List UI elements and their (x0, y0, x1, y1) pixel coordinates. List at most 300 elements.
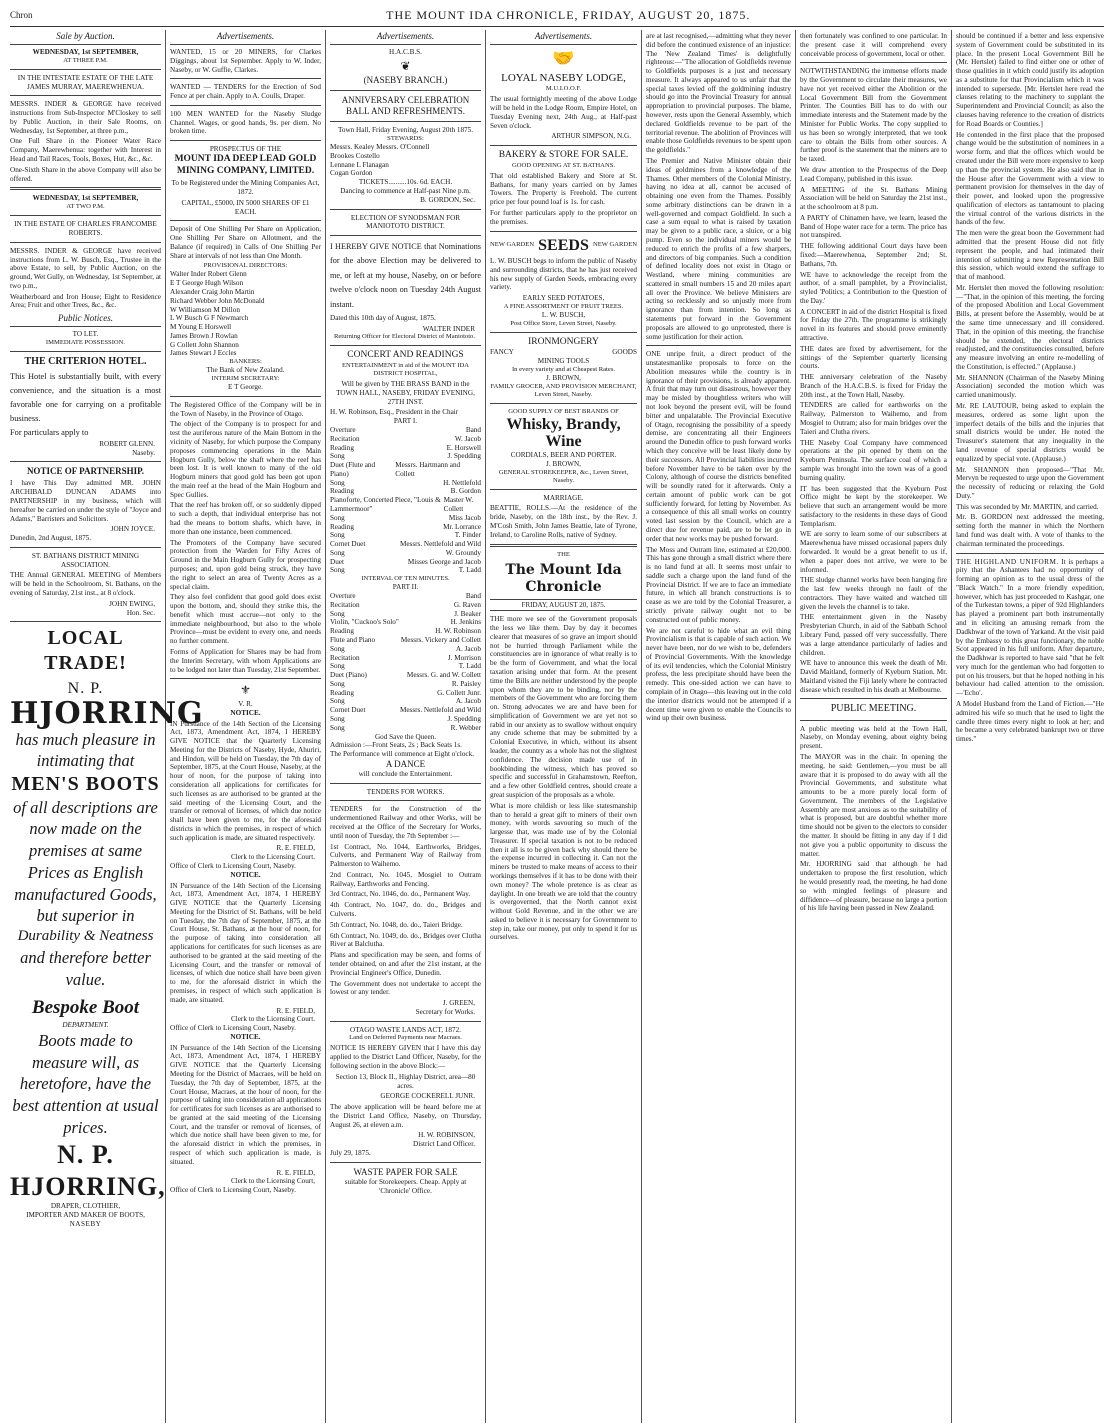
ad-text: and therefore better value. (20, 947, 151, 989)
news-text: THE entertainment given in the Naseby Presbyterian Church, in aid of the Sabbath School Library Fund, passed off very successfully. There was a large attendance particularly of ladies and children. (800, 613, 947, 657)
section-header: Advertisements. (330, 30, 481, 45)
highland-uniform-title: THE HIGHLAND UNIFORM. (956, 557, 1059, 566)
programme-item (330, 514, 481, 523)
programme-piece: Overture (330, 425, 356, 434)
ad-text: of all descriptions are now made on the premises at same Prices as English manufactured Goods, but superior in (13, 797, 158, 926)
programme-list (330, 426, 481, 575)
company-name: MOUNT IDA DEEP LEAD GOLD MINING COMPANY, LIMITED. (174, 154, 317, 176)
company-forms: Forms of Application for Shares may be had from the Interim Secretary, with whom Applications are to be lodged not later than Tuesday, 21st September. (170, 647, 321, 674)
ad-text: has much pleasure in intimating that (15, 729, 156, 771)
programme-piece: Song (330, 609, 345, 618)
contract-item: 1st Contract, No. 1044, Earthworks, Bridges, Culverts, and Permanent Way of Railway from Palmerston to Waihemo. (330, 842, 481, 869)
partnership-signature: JOHN JOYCE. (110, 525, 155, 534)
department-label: DEPARTMENT. (62, 1021, 109, 1030)
cordials-label: CORDIALS, BEER AND PORTER. (510, 451, 617, 460)
programme-performer: Messrs. Nettlefold and Wild (399, 540, 481, 549)
interval-label: INTERVAL OF TEN MINUTES. (361, 575, 450, 583)
bakery-title: BAKERY & STORE FOR SALE. (498, 150, 629, 161)
programme-performer: J. Beaker (454, 609, 481, 618)
potatoes-label: EARLY SEED POTATOES, (522, 294, 605, 303)
mens-boots-heading: MEN'S BOOTS (11, 773, 160, 796)
programme-piece: Pianoforte, Concerted Piece, "Louis & Lammermoor" (330, 496, 441, 514)
programme-item (330, 715, 481, 724)
steward-row: Lennane L Flanagan (330, 160, 389, 169)
programme-item (330, 435, 481, 444)
sale-estate: IN THE INTESTATE ESTATE OF THE LATE JAMES MURRAY, MAEREWHENUA. (17, 73, 154, 91)
programme-piece: Song (330, 452, 345, 461)
seeds-body: L. W. BUSCH begs to inform the public of Naseby and surrounding districts, that he has just received his new supply of Garden Seeds, embracing every variety. (490, 257, 637, 292)
event-secretary: B. GORDON, Sec. (420, 195, 475, 204)
waste-paper-body: suitable for Storekeepers. Cheap. Apply at 'Chronicle' Office. (344, 1177, 467, 1195)
programme-performer: J. Morrison (447, 653, 481, 662)
news-text: WE are sorry to learn some of our subscribers at Maerewhenua have missed occasional papers duly forwarded. It would be a great benefit to us if, when a paper does not arrive, we were to be informed. (800, 530, 947, 574)
directors-list (170, 270, 321, 358)
ironmongery-heading: IRONMONGERY (528, 336, 599, 347)
hotel-place: Naseby. (132, 448, 155, 457)
programme-performer: B. Gordon (450, 487, 481, 496)
spirits-heading: Whisky, Brandy, Wine (506, 415, 621, 451)
programme-piece: Duet (330, 557, 344, 566)
programme-piece: Song (330, 679, 345, 688)
notice-signature: R. E. FIELD, (276, 844, 315, 853)
waste-lands-date: July 29, 1875. (330, 1149, 371, 1158)
company-object: That the reef has broken off, or so suddenly dipped to such a depth, that individual enterprise has not had the means to bottom shafts, which have, in more than one instance, been commenced. (170, 501, 321, 536)
meeting-text: The men were the great boon the Government had admitted that the present House did not fitly represent the people, and had intimated their intention of submitting a new Representation Bill this session, which would extend the suffrage to that of manhood. (956, 229, 1104, 282)
partnership-body: I have This Day admitted MR. JOHN ARCHIBALD DUNCAN ADAMS into PARTNERSHIP in my business, which will hereafter be carried on under the style of "Joyce and Adams," Barristers and Solicitors. (10, 479, 161, 523)
programme-piece: Reading (330, 688, 354, 697)
programme-performer: Miss Jacob (448, 513, 481, 522)
programme-piece: Song (330, 697, 345, 706)
news-text: THE dates are fixed by advertisement, for the sittings of the September quarterly licensing courts. (800, 344, 947, 371)
steward-row: Cogan Gordon (330, 169, 373, 178)
company-object: The object of the Company is to prospect for and test the auriferous nature of the Main Bottom in the vicinity of Naseby, for which purpose the Company proposes commencing operations in the Main Hogburn Gully, below the shaft where the reef has been lost. It is well known to many of the old Hogburn miners that good gold has been got upon the main reef at the head of the Main Hogburn and Spec Gullies. (170, 420, 321, 499)
meeting-text: The MAYOR was in the chair. In opening the meeting, he said: Gentlemen,—you must be all aware that it is proposed to do away with all the Provincial Governments, and substitute what amounts to be a more purely local form of Government. The members of the Legislative Assembly are most anxious as to the suitability of what is proposed, but are doubtful whether more time should not be given to the electors to consider the matter. It should be fitting in any day if I did not give you a public opportunity to discuss the matter. (800, 753, 947, 858)
editorial-text: We are not careful to hide what an evil thing Provincialism is that is capable of such action. We never have been, nor do we wish to be, defenders of Provincial Governments. With the knowledge of its evil tendencies, which the Colonial Ministry profess, the less precipitate should have been the remedy. This one-sided action we can have to complain of in Otago—this leaving out in the cold the interior districts would not be attempted if a decent time were given to enable the Councils to wind up their own business. (646, 626, 791, 723)
notice-role: Clerk to the Licensing Court, (230, 1177, 315, 1186)
programme-piece: Cornet Duet (330, 706, 366, 715)
trees-label: A FINE ASSORTMENT OF FRUIT TREES. (503, 302, 624, 310)
advertiser-name: HJORRING (10, 695, 204, 731)
programme-item (330, 689, 481, 698)
programme-item (330, 549, 481, 558)
programme-piece: Reading (330, 443, 354, 452)
programme-piece: Song (330, 548, 345, 557)
hotel-contact: For particulars apply to (10, 427, 89, 437)
programme-item (330, 610, 481, 619)
crest-letters: V. R. (238, 699, 253, 708)
seeds-address: Post Office Store, Leven Street, Naseby. (510, 319, 617, 327)
meeting-text: should be continued if a better and less expensive system of Government could be substituted in its place. In the present Local Government Bill he (Mr. Hertslet) failed to find either one or other of those qualities in it which could justify its adoption as a substitute for that Provincialism which it was intended to supersede. [Mr. Hertslet here read the clauses relating to the machinery to supplant the Superintendent and Provincial Council; as also the clauses having reference to the creation of districts for Road Boards or Counties.] (956, 32, 1104, 128)
programme-piece: Song (330, 715, 345, 724)
meeting-text: Mr. SHANNON (Chairman of the Naseby Mining Association) seconded the motion which was carried unanimously. (956, 373, 1104, 400)
editorial-text: THE more we see of the Government proposals the less we like them. Day by day it becomes clearer that measures of so grave an import should not be hurried through Parliament while the constituencies are in ignorance of what really is to be the form of Government, and what the local taxation arising under that form. At the present time the Bills are neither understood by the people upon whom they are to be binding, nor by the members of the Government who are forcing them on. Strong advocates we are and have been for simplification of Government we are yet not so rabid in our anxiety as to swallow without enquiry any crude scheme that may be submitted by a Colonial Executive, in which, without its absent leader, the country as a whole has not the slightest confidence. The decision made use of in bookbinding the witness, which has proved so specific and successful in Grahamstown, Reefton, and a few other Goldfield centres, should create a great suspicion of the proposals as a whole. (490, 615, 637, 799)
programme-piece: Song (330, 531, 345, 540)
notice-body: IN Pursuance of the 14th Section of the Licensing Act, 1873, Amendment Act, 1874, I HEREBY GIVE NOTICE that the Quarterly Licensing Meeting for the District of Macraes, will be held on Tuesday, the 7th day of September, 1875, at the Court House, Macraes, at the hour of noon, for the purpose of taking into consideration all applications for certificates for such licenses as are authorised to be granted at the said meeting of the Licensing Court, and the transfer or removal of licenses, of which due notice shall have been given to me, for the aforesaid district in which the premises, in respect of which such application is made, is situated. (170, 1043, 321, 1166)
waste-lands-section: Section 13, Block II., Highlay District, area—80 acres. (335, 1072, 476, 1090)
news-text: NOTWITHSTANDING the immense efforts made by the Government to circulate their measures, we have not yet received either the Abolition or the Local Government Bill from the Government Printer. The Counties Bill has to do with our immediate interests and the Statement made by the Minister for Public Works. The copy supplied to us has been so wrongly interpreted, that we took care to obtain the Bills from other sources. A further proof is the statement that the miners are to be taxed. (800, 67, 947, 164)
notice-title: NOTICE. (230, 1032, 261, 1041)
dancing-time: Dancing to commence at Half-past Nine p.m. (340, 187, 471, 195)
programme-performer: A. Jacob (455, 644, 481, 653)
hotel-title: THE CRITERION HOTEL. (24, 356, 147, 367)
programme-part: PART I. (393, 417, 418, 426)
programme-item (330, 496, 481, 514)
steward-row: Brookes Costello (330, 151, 380, 160)
programme-piece: Reading (330, 487, 354, 496)
company-registered: To be Registered under the Mining Companies Act, 1872. (171, 179, 320, 196)
ornament-icon: ❦ (400, 58, 411, 73)
seeds-heading: SEEDS (538, 236, 589, 254)
contracts-list (330, 843, 481, 950)
programme-performer: R. Webber (450, 723, 481, 732)
waste-paper-title: WASTE PAPER FOR SALE (353, 1166, 458, 1177)
grocer-role: FAMILY GROCER, AND PROVISION MERCHANT, Leven Street, Naseby. (490, 382, 637, 398)
hotel-proprietor: ROBERT GLENN. (99, 439, 155, 448)
concert-title: CONCERT AND READINGS (347, 350, 464, 361)
waste-lands-hearing: The above application will be heard before me at the District Land Office, Naseby, on Thursday, August 26, at eleven a.m. (330, 1103, 481, 1129)
local-trade-heading: LOCAL TRADE! (44, 627, 127, 674)
durability-heading: Durability & Neatness (17, 928, 154, 945)
waste-lands-title: OTAGO WASTE LANDS ACT, 1872. (350, 1025, 461, 1034)
secretary-title: INTERIM SECRETARY: (211, 375, 280, 383)
event-venue: Town Hall, Friday Evening, August 20th 1875. (337, 126, 474, 135)
column-7 (952, 30, 1108, 1423)
notice-role: Clerk to the Licensing Court. (230, 853, 315, 862)
programme-piece: Reading (330, 627, 354, 636)
programme-performer: H. Jenkins (450, 618, 481, 627)
partnership-date: Dunedin, 2nd August, 1875. (10, 534, 92, 543)
programme-performer: Messrs. Hartmann and Collett (395, 461, 461, 478)
sale-estate: IN THE ESTATE OF CHARLES FRANCOMBE ROBERTS. (14, 220, 157, 237)
news-text: We draw attention to the Prospectus of the Deep Lead Company, published in this issue. (800, 165, 947, 183)
meeting-text: Mr. B. GORDON next addressed the meeting, setting forth the manner in which the Northern land fund was dealt with. A vote of thanks to the chairman terminated the proceedings. (956, 513, 1104, 548)
programme-performer: T. Ladd (458, 662, 481, 671)
programme-item (330, 645, 481, 654)
director-row: James Stewart J Eccles (170, 349, 237, 358)
contract-item: 3rd Contract, No. 1046, do. do., Permanent Way. (330, 890, 471, 899)
storekeeper-role: GENERAL STOREKEEPER, &c., Leven Street, Naseby. (498, 468, 629, 484)
director-row: James Brown J Rowlan (170, 331, 238, 340)
election-role: Returning Officer for Electoral District of Maniototo. (333, 333, 475, 341)
mining-tools-label: MINING TOOLS (537, 357, 590, 366)
news-text: A MEETING of the St. Bathans Mining Association will be held on Saturday the 21st inst., at the schoolroom at 8 p.m. (800, 185, 947, 212)
association-role: Hon. Sec. (126, 608, 155, 617)
partnership-title: NOTICE OF PARTNERSHIP. (26, 466, 145, 477)
programme-piece: Song (330, 478, 345, 487)
programme-item (330, 654, 481, 663)
ticket-price: TICKETS..........10s. 6d. EACH. (358, 178, 453, 187)
programme-piece: Song (330, 662, 345, 671)
company-confidence: They also feel confident that good gold does exist upon the bottom, and, should they strike this, the benefit which must accrue—not only to the immediate neighbourhood, but also to the whole Province—must be evident to every one, and needs no further comment. (170, 593, 321, 646)
tenders-body: TENDERS for the Construction of the undermentioned Railway and other Works, will be received at the Office of the Secretary for Works, until noon of Tuesday, the 7th September :— (330, 805, 481, 840)
news-text: THE Naseby Coal Company have commenced operations at the pit opened by them on the Kyeburn Peninsula. The surface coal of which a sample was brought into the town was of a good burning quality. (800, 438, 947, 482)
programme-item (330, 706, 481, 715)
meeting-text: Mr. HJORRING said that although he had undertaken to propose the first resolution, which he would presently read, the meeting, he had done so with mingled feelings of pleasure and diffidence—of pleasure, because no large a portion of his life having been passed in New Zealand. (800, 860, 947, 913)
public-meeting-title: PUBLIC MEETING. (830, 703, 917, 715)
sale-body: MESSRS. INDER & GEORGE have received instructions from Sub-Inspector M'Closkey to sell by Public Auction, in their Sale Rooms, on Wednesday, 1st September, at three p.m., (10, 100, 161, 135)
stewards-title: STEWARDS: (387, 135, 424, 143)
sale-item: Weatherboard and Iron House; Eight to Residence Area; Fruit and other Trees, &c., &c. (10, 292, 161, 310)
notice-office: Office of Clerk to Licensing Court, Naseby. (170, 862, 296, 870)
meeting-text: This was seconded by Mr. MARTIN, and carried. (956, 502, 1099, 511)
programme-performer: Band (465, 592, 481, 601)
director-row: G Collett John Shannon (170, 340, 239, 349)
bankers: The Bank of New Zealand. (206, 366, 285, 375)
director-row: M Young E Horswell (170, 323, 232, 332)
notice-role: Clerk to the Licensing Court. (230, 1015, 315, 1024)
prospectus-label: PROSPECTUS OF THE (209, 145, 282, 154)
registered-office: The Registered Office of the Company will be in the Town of Naseby, in the Province of Otago. (170, 400, 321, 418)
bakery-subtitle: GOOD OPENING AT ST. BATHANS. (511, 161, 616, 169)
director-row: L W Busch G F Newmarch (170, 314, 249, 323)
page-title: THE MOUNT IDA CHRONICLE, FRIDAY, AUGUST 20, 1875. (386, 7, 751, 22)
company-promoters: The Promoters of the Company have secured protection from the Warden for Fifty Acres of Ground in the Main Hogburn Gully for prospecting purposes; and, upon gold being struck, they have the right to select an area of Twenty Acres as a special claim. (170, 538, 321, 591)
programme-list (330, 592, 481, 733)
ad-tenders: WANTED — TENDERS for the Erection of Sod Fence at per chain. Apply to A. Coulls, Draper. (170, 83, 321, 101)
sale-time: AT THREE P.M. (63, 56, 108, 64)
directors-title: PROVISIONAL DIRECTORS: (203, 262, 288, 270)
lodge-title: LOYAL NASEBY LODGE, (501, 71, 626, 84)
handshake-icon: 🤝 (552, 47, 575, 68)
news-text: THE following additional Court days have been fixed:—Maerewhenua, September 2nd; St. Bathans, 7th. (800, 242, 947, 268)
association-signature: JOHN EWING, (109, 599, 155, 608)
programme-performer: Messrs. Nettlefold and Wild (399, 706, 481, 715)
dance-subtitle: will conclude the Entertainment. (358, 769, 453, 778)
ad-hundred-men: 100 MEN WANTED for the Naseby Sludge Channel. Wages, or good hands, 9s. per diem. No broken time. (170, 109, 321, 136)
notice-heading: TO LET. (72, 330, 99, 339)
section-header: Public Notices. (10, 312, 161, 327)
programme-item (330, 592, 481, 601)
ad-text: Boots made to measure will, as heretofore, have the best attention at usual prices. (12, 1030, 159, 1138)
programme-item (330, 540, 481, 549)
section-header: Advertisements. (170, 30, 321, 45)
highland-uniform-item (956, 558, 1104, 699)
programme-performer: E. Horswell (446, 443, 481, 452)
newspaper-masthead: The Mount Ida Chronicle (505, 561, 622, 595)
waste-lands-subtitle: Land on Deferred Payments near Macraes. (349, 1034, 462, 1042)
waste-lands-officer: H. W. ROBINSON, (418, 1131, 475, 1140)
seeds-signature: L. W. BUSCH, (541, 311, 586, 320)
hotel-body: This Hotel is substantially built, with every convenience, and the situation is a most favorable one for carrying on a profitable business. (10, 372, 161, 423)
programme-piece: Song (330, 513, 345, 522)
concert-president: H. W. Robinson, Esq., President in the Chair (330, 408, 459, 417)
programme-piece: Violin, "Cuckoo's Solo" (330, 618, 399, 627)
column-3 (326, 30, 486, 1423)
programme-piece: Song (330, 566, 345, 575)
tenders-plans: Plans and specification may be seen, and forms of tender obtained, on and after the 21st instant, at the Provincial Engineer's Office, Dunedin. (330, 951, 481, 977)
grocer-name: J. BROWN, (546, 374, 581, 382)
advertiser-signature: N. P. HJORRING, (10, 1139, 166, 1201)
tenders-disclaimer: The Government does not undertake to accept the lowest or any tender. (330, 979, 481, 997)
tenders-role: Secretary for Works. (415, 1007, 475, 1016)
notice-body: IN Pursuance of the 14th Section of the Licensing Act, 1873, Amendment Act, 1874, I HEREBY GIVE NOTICE that the Quarterly Licensing Meeting for the Districts of Naseby, Hyde, Ahuriri, and Hindon, will be held on Tuesday, the 7th day of September, 1875, at the Court House, Naseby, at the hour of noon, for the purpose of taking into consideration all applications for certificates for such licenses as are authorised to be granted at the said meeting of the Licensing Court, and the transfer or removal of licenses, of which due notice shall have been given to me, for the aforesaid districts in which the premises, in respect of which such application is made, are situated respectively. (170, 719, 321, 842)
programme-performer: Band (465, 425, 481, 434)
director-row: W Williamson M Dillon (170, 305, 240, 314)
sale-item: One-Sixth Share in the above Company will also be offered. (10, 165, 161, 183)
sale-date: WEDNESDAY, 1st SEPTEMBER, (32, 194, 139, 203)
lodge-signature: ARTHUR SIMPSON, N.G. (551, 132, 631, 141)
notice-title: NOTICE. (230, 708, 261, 717)
contract-item: 4th Contract, No. 1047, do. do., Bridges and Culverts. (330, 901, 481, 919)
society-name: H.A.C.B.S. (389, 47, 422, 56)
programme-performer: T. Ladd (458, 566, 481, 575)
notice-title: NOTICE. (230, 870, 261, 879)
programme-item (330, 724, 481, 733)
steward-row: Messrs. Kealey Messrs. O'Connell (330, 143, 430, 152)
editorial-text: are at last recognised,—admitting what they never did before the continued existence of an injustice: The 'New Zealand Times' is delightfully righteous:—"The allocation of Goldfields revenue to Goldfields purposes is a just and necessary measure. It always appeared to us unfair that the special taxes levied off the goldmining industry should go into the Provincial Treasury for annual appropriation to provincial purposes. The blame, however, rests upon the General Assembly, which declared Goldfields revenue to be part of the territorial revenue. The abolition of Provinces will enable those Goldfields revenues to be spent upon the goldfields." (646, 32, 791, 155)
dance-title: A DANCE (385, 758, 426, 769)
meeting-text: Mr. Hertslet then moved the following resolution:—"That, in the opinion of this meeting, the forcing of the proposed Abolition and Local Government Bills, at present before the Assembly, would be at the same time unnecessary and ill considered. That, in the opinion of this meeting, the franchise should be extended, the electoral districts readjusted, and the constituencies consulted, before any measure involving an entire re-modelling of the Constitution, is effected." (Applause.) (956, 283, 1104, 371)
contract-item: 5th Contract, No. 1048, do. do., Taieri Bridge. (330, 920, 463, 929)
meeting-text: Mr. SHANNON then proposed—"That Mr. Mervyn be requested to urge upon the Government the necessity of reducing or relaxing the Gold Duty." (956, 465, 1104, 500)
director-row: E T George Hugh Wilson (170, 279, 244, 288)
bakery-body: That old established Bakery and Store at St. Bathans, for many years carried on by James Towers. The Property is Freehold. The current price per four pound loaf is 1s. for cash. (490, 171, 637, 207)
lodge-body: The usual fortnightly meeting of the above Lodge will be held in the Lodge Room, Empire Hotel, on Tuesday Evening next, 24th Aug., at Half-past Seven o'clock. (490, 95, 637, 130)
seeds-label-left: NEW GARDEN (490, 241, 535, 249)
programme-item (330, 523, 481, 532)
programme-item (330, 662, 481, 671)
editorial-text: ONE unripe fruit, a direct product of the unstatesmanlike proposals to force on the Abolition measures while the country is in ignorance of their provisions, is already apparent. A fruit that may turn out disastrous, however they may be misled by thoughtless writers who will not look beyond the present evil, will be found bitter and unpalatable. The Provincial Executive of Otago, recognising the possibility of a speedy demise, are concentrating all their Engineers around the Dunedin office to push forward works which they conceive will be least likely done by their successors. All Provincial liabilities incurred before November have to be taken over by the Colony, although of course the districts benefited will be soundly rated for it afterwards. Only a certain amount of public work can be got sufficiently forward, for letting by November. As a consequence of this all small works on country voted last session by the Council, which are a direct due for revenue paid, are to be let go in order that new works may be pushed forward. (646, 350, 791, 543)
programme-performer: Messrs. Vickery and Collett (400, 635, 481, 644)
waste-lands-signature: GEORGE COCKERELL JUNR. (380, 1092, 475, 1101)
storekeeper-name: J. BROWN, (546, 459, 581, 468)
contract-item: 6th Contract, No. 1049, do. do., Bridges over Clutha River at Balclutha. (330, 931, 481, 949)
fancy-label: FANCY (490, 348, 514, 357)
concert-subtitle: ENTERTAINMENT in aid of the MOUNT IDA DISTRICT HOSPITAL, (341, 362, 470, 378)
programme-performer: T. Finder (454, 531, 481, 540)
programme-item (330, 426, 481, 435)
director-row: Alexander Craig John Martin (170, 288, 255, 296)
news-text: WE have to acknowledge the receipt from the author, of a small pamphlet, by a Provincialist, styled 'Politics; a Contribution to the Question of the Day.' (800, 270, 947, 305)
column-6 (796, 30, 952, 1423)
programme-performer: J. Spedding (447, 452, 481, 461)
waste-lands-body: NOTICE IS HEREBY GIVEN that I have this day applied to the District Land Officer, Naseby, for the following section in the above Block:— (330, 1044, 481, 1071)
highland-uniform-text: It is perhaps a pity that the Ashantees had no opportunity of forming an opinion as to the usual dress of the "Black Watch." In a more friendly expedition, however, which has just proceeded to Kashgar, one of the Turkestan towns, a piper of 92d Highlanders has played a prominent part both instrumentally and in eliciting an amusing remark from the Dadkhwar of the town of Yarkand. At the visit paid by the Embassy to this great functionary, the noble Scot appeared in his full uniform. After departure, the Dadkhwar is reported to have said "that he felt very much for the gentleman who had forgotten to put on his trousers, but that he hoped nothing in his behaviour had called attention to the omission.—'Echo'. (956, 557, 1105, 698)
waste-lands-role: District Land Officer. (413, 1140, 475, 1149)
programme-piece: Song (330, 644, 345, 653)
programme-performer: H. W. Robinson (435, 627, 481, 636)
programme-piece: Flute and Piano (330, 635, 376, 644)
sale-date: WEDNESDAY, 1st SEPTEMBER, (32, 47, 139, 56)
association-body: THE Annual GENERAL MEETING of Members will be held in the Schoolroom, St. Bathans, on the evening of Saturday, 21st inst., at 8 o'clock. (10, 571, 161, 597)
concert-body: Will be given by THE BRASS BAND in the TOWN HALL, NASEBY, FRIDAY EVENING, 27TH INST. (336, 380, 475, 406)
fancy-goods-row (490, 348, 637, 357)
programme-performer: G. Collett Junr. (437, 688, 481, 697)
editorial-text: What is more childish or less like statesmanship than to herald a great gift to miners of their own money, with words savouring so much of the largesse that, was made use of by the Colonial Treasurer. If special taxation is not to be reduced then it all is to be given back why should there be the expense incurred in collecting it. Can not the miners be trusted to make means of access to their workings themselves if it has to be done with their own money? The whole pretence is as clear as daylight. In one breath we are told that the country is overgoverned, that the North cannot exist without Gold Revenue, and in the other we are asked to believe it is necessary for Government to step in, take our money, put only to spend it for us ourselves. (490, 801, 637, 942)
meeting-text: He contended in the first place that the proposed change would be the substitution of nominees in a worse form, and that the offices which would be created under the Bill were more expensive to keep up than the provincial system. He also said that in the House after the Government with a view to permanent provision for themselves in the day of their power, and looked upon the progressive qualification of electors as tantamount to placing the virtual control of the various districts in the hands of the few. (956, 130, 1104, 227)
programme-piece: Recitation (330, 653, 360, 662)
notice-body: IN Pursuance of the 14th Section of the Licensing Act, 1873, Amendment Act, 1874, I HEREBY GIVE NOTICE that the Quarterly Licensing Meeting for the District of St. Bathans, will be held on Tuesday, the 7th day of September, 1875, at the Court House, St. Bathans, at the hour of noon, for the purpose of taking into consideration all applications for certificates for such licenses as are authorised to be granted at the said meeting of the Licensing Court, and the transfer or removal of licenses, of which due notice shall have been given to me, for the aforesaid district in which the premises, in respect of which such application is made, are situated. (170, 881, 321, 1004)
editorial-text: The Premier and Native Minister obtain their ideas of goldmines from a knowledge of the Thames. Other members of the Colonial Ministry, having no idea at all, cannot be accused of obtaining one even from the Thames. Possibly some arbitrary distinctions can be drawn in a well-governed and compact Goldfield. In such a case a sum equal to what is raised by taxation may be given to a public race, a sluice, or a big pump. Even so the individual miners would be reduced to enrich the profits of a few sharpers, and directors of big companies. Such a condition of defined locality does not exist in Otago or Westland, where mining communities are scattered in small numbers 15 and 20 miles apart all over the Province. We believe Ministers are acting so recklessly and so unjustly more from ignorance than from intention. So long as statements put forward in the Government proposals are allowed to go unprotested, there is some justification for their action. (646, 156, 791, 341)
programme-piece: Reading (330, 522, 354, 531)
royal-crest-icon: ⚜ (240, 683, 251, 698)
page-number: Chron (10, 10, 33, 20)
editorial-text: The Moss and Outram line, estimated at £20,000. This has gone through a small district where there is no land fund at all. It seems most unfair to saddle such a charge upon the land fund of the Provincial District. If we are to face an immediate future, in which all branch constructions is to cease as we are told by the Colonial Treasurer, a strictly private railway ought not to be constructed out of public money. (646, 545, 791, 624)
programme-performer: W. Jacob (454, 434, 481, 443)
seeds-banner (490, 236, 637, 256)
programme-item (330, 627, 481, 636)
notice-office: Office of Clerk to Licensing Court, Naseby. (170, 1186, 296, 1195)
programme-performer: H. Nettlefold (443, 478, 481, 487)
programme-performer: W. Groundy (445, 548, 481, 557)
programme-performer: Mr. Lorrance (443, 522, 481, 531)
programme-item (330, 566, 481, 575)
programme-item (330, 531, 481, 540)
programme-item (330, 444, 481, 453)
tenders-title: TENDERS FOR WORKS. (366, 787, 445, 796)
lodge-subtitle: M.U.I.O.O.F. (545, 85, 582, 93)
programme-piece: Song (330, 723, 345, 732)
company-capital: CAPITAL, £5000, IN 5000 SHARES OF £1 EACH. (181, 198, 310, 216)
section-header: Advertisements. (490, 30, 637, 45)
sale-item: One Full Share in the Pioneer Water Race Company, Maerewhenua: together with Interest in Head and Tail Races, Tools, Boxes, Hut, &c., &c. (10, 137, 161, 164)
programme-performer: G. Raven (453, 600, 481, 609)
meeting-text: Mr. RE LAUTOUR, being asked to explain the measures, ordered as some light upon the imperfect details of the bills and the injuries that small districts would be under. He noted the Treasurer's statement that any inequality in the land revenue of special districts would be equalized by special vote. (Applause.) (956, 402, 1104, 463)
programme-item (330, 487, 481, 496)
election-signature: WALTER INDER (422, 324, 475, 333)
news-text: WE have to announce this week the death of Mr. David Maitland, formerly of Kyeburn Station. Mr. Maitland visited the Fiji lately where he contracted disease which resulted in his death at Melbourne. (800, 659, 947, 694)
programme-performer: R. Paisley (451, 679, 481, 688)
election-title: ELECTION OF SYNODSMAN FOR MANIOTOTO DISTRICT. (350, 213, 461, 231)
programme-performer: A. Jacob (455, 697, 481, 706)
election-date: Dated this 10th day of August, 1875. (330, 313, 436, 322)
model-husband-text: A Model Husband from the Land of Fiction.—"He admired his wife so much that he used to light the candle three times every night to look at her; and he became a very celebrated bankrupt two or three times." (956, 700, 1104, 744)
sale-time: AT TWO P.M. (66, 203, 105, 211)
notice-signature: R. E. FIELD, (276, 1006, 315, 1015)
association-title: ST. BATHANS DISTRICT MINING ASSOCIATION. (31, 551, 140, 569)
programme-item (330, 671, 481, 680)
goods-label: GOODS (612, 348, 637, 357)
programme-performer: Master W. Collett (443, 496, 474, 514)
notice-office: Office of Clerk to Licensing Court, Naseby. (170, 1024, 296, 1033)
admission-prices: Admission :—Front Seats, 2s ; Back Seats 1s. (330, 741, 462, 750)
programme-item (330, 479, 481, 488)
programme-piece: Recitation (330, 600, 360, 609)
sale-body: MESSRS. INDER & GEORGE have received instructions from L. W. Busch, Esq., Trustee in the above Estate, to sell, by Public Auction, on the ground, Wet Gully, on Wednesday, 1st September, at two p.m., (10, 246, 161, 290)
programme-item (330, 680, 481, 689)
programme-piece: Overture (330, 592, 356, 601)
news-text: THE anniversary celebration of the Naseby Branch of the H.A.C.B.S. is fixed for Friday the 20th inst., at the Town Hall, Naseby. (800, 373, 947, 399)
newspaper-dateline: FRIDAY, AUGUST 20, 1875. (490, 599, 637, 612)
programme-piece: Recitation (330, 434, 360, 443)
programme-item (330, 601, 481, 610)
section-header: Sale by Auction. (10, 30, 161, 45)
bespoke-heading: Bespoke Boot (31, 997, 140, 1019)
programme-item (330, 697, 481, 706)
news-text: THE sludge channel works have been hanging fire the last few weeks through no fault of the contractors. They have waited and watched till given the levels the channel is to take. (800, 576, 947, 611)
branch-name: (NASEBY BRANCH.) (363, 75, 448, 86)
news-text: A CONCERT in aid of the district Hospital is fixed for Friday the 27th. The programme is strikingly novel in its features and should prove eminently attractive. (800, 307, 947, 342)
ad-miners: WANTED, 15 or 20 MINERS, for Clarkes Diggings, about 1st September. Apply to W. Inder, Naseby, or W. Guffie, Clarkes. (170, 47, 321, 74)
programme-item (330, 452, 481, 461)
column-5 (642, 30, 796, 1423)
programme-item (330, 461, 481, 479)
news-text: then fortunately was confined to one particular. In the present case it will comprehend every conceivable process of government, local or other. (800, 32, 947, 58)
secretary: E T George. (228, 383, 263, 392)
director-row: Richard Webber John McDonald (170, 296, 265, 305)
supply-label: GOOD SUPPLY OF BEST BRANDS OF (508, 407, 619, 415)
bakery-contact: For further particulars apply to the proprietor on the premises. (490, 209, 637, 226)
programme-piece: Duet (Flute and Piano) (330, 461, 376, 478)
news-text: TENDERS are called for earthworks on the Railway, Palmerston to Waihemo, and from Mosgiel to Outram; also for main bridges over the Taieri and Clutha rivers. (800, 401, 947, 436)
notice-subheading: IMMEDIATE POSSESSION. (45, 338, 126, 346)
column-4: Advertisements. 🤝 LOYAL NASEBY LODGE, M.U.I.O.O.F. The usual fortnightly meeting of the above Lodge will be held in the Lodge Room, Empire Hotel, on Tuesday Evening next, 24th Aug., at Half-past Seven o'clock. ARTHUR SIMPSON, N.G. BAKERY & STORE FOR SALE. GOOD OPENING AT ST. BATHANS. That old established Bakery and Store at St. Bathans, for many years carried on by James Towers. The Property is Freehold. The current price per four pound loaf is 1s. for cash. For further particulars apply to the proprietor on the premises. NEW GARDEN SEEDS NEW GARDEN L. W. BUSCH begs to inform the public of Naseby and surrounding districts, that he has just received his new supply of Garden Seeds, embracing every variety. EARLY SEED POTATOES, A FINE ASSORTMENT OF FRUIT TREES. L. W. BUSCH, Post Office Store, Leven Street, Naseby. IRONMONGERY FANCY GOODS MINING TOOLS In every variety and at Cheapest Rates. J. BROWN, FAMILY GROCER, AND PROVISION MERCHANT, Leven Street, Naseby. GOOD SUPPLY OF BEST BRANDS OF Whisky, Brandy, Wine CORDIALS, BEER AND PORTER. J. BROWN, GENERAL STOREKEEPER, &c., Leven Street, Naseby. MARRIAGE. BEATTIE, ROLLS.—At the residence of the bride, Naseby, on the 18th inst., by the Rev. J. M'Cosh Smith, John James Beattie, late of Tyrone, Ireland, to Caroline Rolls, native of Sydney. THE The Mount Ida Chronicle FRIDAY, AUGUST 20, 1875. THE more we see of the Government proposals the less we like them. Day by day it becomes clearer that measures of so grave an import should not be hurried through Parliament while the constituencies are in ignorance of what really is to be the form of Government, and what the local taxation arising under that form. At the present time the Bills are neither understood by the people upon whom they are to be binding, nor by the members of the Government who are forcing them on. Strong advocates we are and have been for simplification of Government we are yet not so rabid in our anxiety as to swallow without enquiry any crude scheme that may be submitted by a Colonial Executive, in which, without its absent leader, the country as a whole has not the slightest confidence. The decision made use of in bookbinding the witness, which has proved so specific and successful in Grahamstown, Reefton, and a few other Goldfield centres, should create a great suspicion of the proposals as a whole. What is more childish or less like statesmanship than to herald a great gift to miners of their own money, with words savouring so much of the largesse that, was made use of by the Colonial Treasurer. If special taxation is not to be reduced then it all is to be given back why should there be the expense incurred in collecting it. Can not the miners be trusted to make means of access to their workings themselves if it has to be done with their own money? The whole pretence is as clear as daylight. In one breath we are told that the country is overgoverned, that the North cannot exist without Gold Revenue, and in the other we are asked to believe it is necessary for Government to step in, take our money, put only to spend it for us ourselves. (486, 30, 642, 1423)
programme-item (330, 558, 481, 567)
anthem: God Save the Queen. (374, 732, 437, 741)
performance-time: The Performance will commence at Eight o'clock. (330, 750, 474, 759)
marriage-title: MARRIAGE. (543, 493, 584, 502)
variety-label: In every variety and at Cheapest Rates. (511, 365, 616, 373)
